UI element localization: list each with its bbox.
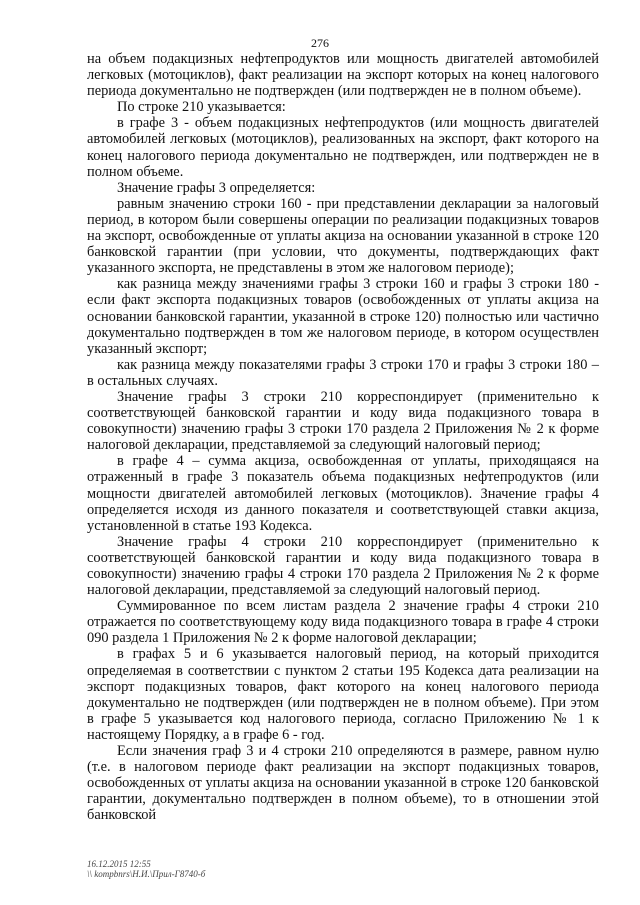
paragraph: в графе 3 - объем подакцизных нефтепродуктов (или мощность двигателей автомобилей легковых (мотоциклов), реализованных на экспорт, факт которого на конец налогового периода документально не подтвержден, или подтвержден не в полном объеме. bbox=[87, 115, 599, 180]
paragraph: равным значению строки 160 - при представлении декларации за налоговый период, в котором были совершены операции по реализации подакцизных товаров на экспорт, освобожденные от уплаты акциза на основании указанной в строке 120 банковской гарантии (при условии, что документы, подтверждающих факт указанного экспорта, не представлены в этом же налоговом периоде); bbox=[87, 195, 599, 277]
paragraph: на объем подакцизных нефтепродуктов или мощность двигателей автомобилей легковых (мотоциклов), факт реализации на экспорт которых на конец налогового периода документально не подтвержден (или подтвержден не в полном объеме). bbox=[87, 51, 599, 100]
paragraph: в графах 5 и 6 указывается налоговый период, на который приходится определяемая в соответствии с пунктом 2 статьи 195 Кодекса дата реализации на экспорт подакцизных товаров, факт которого на конец налогового периода документально не подтвержден (или подтвержден не в полном объеме). При этом в графе 5 указывается код налогового периода, согласно Приложению № 1 к настоящему Порядку, а в графе 6 - год. bbox=[87, 646, 599, 743]
paragraph: в графе 4 – сумма акциза, освобожденная от уплаты, приходящаяся на отраженный в графе 3 показатель объема подакцизных нефтепродуктов (или мощности двигателей автомобилей легковых (мотоциклов). Значение графы 4 определяется исходя из данного показателя и соответствующей ставки акциза, установленной в статье 193 Кодекса. bbox=[87, 453, 599, 534]
paragraph: как разница между показателями графы 3 строки 170 и графы 3 строки 180 – в остальных случаях. bbox=[87, 356, 599, 389]
footer-date: 16.12.2015 12:55 bbox=[87, 859, 151, 869]
paragraph: Суммированное по всем листам раздела 2 значение графы 4 строки 210 отражается по соответствующему коду вида подакцизного товара в графе 4 строки 090 раздела 1 Приложения № 2 к форме налоговой декларации; bbox=[87, 598, 599, 647]
paragraph: Значение графы 3 строки 210 корреспондирует (применительно к соответствующей банковской гарантии и коду вида подакцизного товара в совокупности) значению графы 3 строки 170 раздела 2 Приложения № 2 к форме налоговой декларации, представляемой за следующий налоговый период; bbox=[87, 388, 599, 454]
page-number: 276 bbox=[311, 36, 329, 50]
paragraph: Значение графы 4 строки 210 корреспондирует (применительно к соответствующей банковской гарантии и коду вида подакцизного товара в совокупности) значению графы 4 строки 170 раздела 2 Приложения № 2 к форме налоговой декларации, представляемой за следующий налоговый период. bbox=[87, 533, 599, 599]
footer-file-path: \\ kompbnrs\Н.И.\Прил-Г8740-б bbox=[87, 869, 206, 879]
body-text bbox=[87, 51, 599, 824]
paragraph: Если значения граф 3 и 4 строки 210 определяются в размере, равном нулю (т.е. в налоговом периоде факт реализации на экспорт подакцизных товаров, освобожденных от уплаты акциза на основании указанной в строке 120 банковской гарантии, документально подтвержден в полном объеме), то в отношении этой банковской bbox=[87, 743, 599, 824]
paragraph: По строке 210 указывается: bbox=[117, 99, 286, 116]
paragraph: как разница между значениями графы 3 строки 160 и графы 3 строки 180 - если факт экспорта подакцизных товаров (освобожденных от уплаты акциза на основании банковской гарантии, указанной в строке 120) полностью или частично документально подтвержден в том же налоговом периоде, в котором осуществлен указанный экспорт; bbox=[87, 276, 599, 357]
paragraph: Значение графы 3 определяется: bbox=[117, 179, 316, 196]
page-footer bbox=[87, 859, 205, 879]
